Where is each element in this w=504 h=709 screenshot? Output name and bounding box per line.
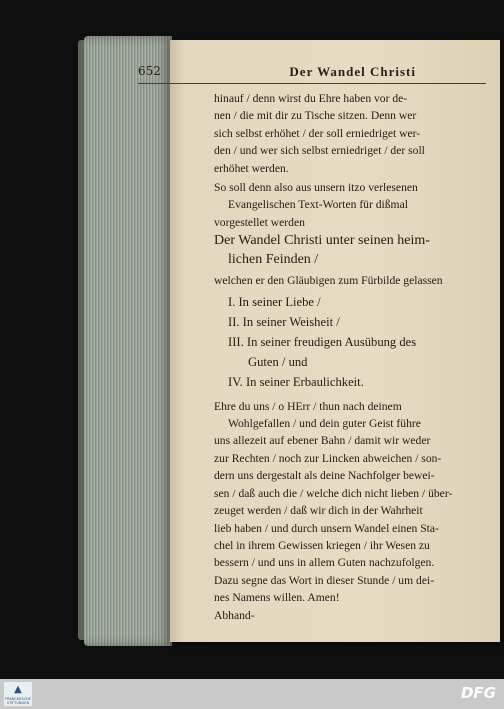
text-line: dern uns dergestalt als deine Nachfolger bewei- bbox=[214, 469, 435, 483]
text-line: uns allezeit auf ebener Bahn / damit wir weder bbox=[214, 434, 431, 448]
text-line: nes Namens willen. Amen! bbox=[214, 591, 340, 605]
orphanage-emblem-icon: ▲ bbox=[14, 684, 22, 695]
list-item: Guten / und bbox=[248, 354, 308, 369]
list-item: III. In seiner freudigen Ausübung des bbox=[228, 334, 417, 349]
text-line: Evangelischen Text-Worten für dißmal bbox=[228, 198, 408, 212]
sermon-theme-heading bbox=[214, 231, 488, 269]
paragraph-1 bbox=[214, 90, 488, 177]
text-line: sich selbst erhöhet / der soll erniedriget wer- bbox=[214, 126, 421, 140]
prayer-paragraph bbox=[214, 398, 488, 607]
text-line: Wohlgefallen / und dein guter Geist führe bbox=[228, 417, 421, 431]
running-head-title: Der Wandel Christi bbox=[289, 64, 416, 79]
heading-line: lichen Feinden / bbox=[228, 252, 319, 268]
text-line: hinauf / denn wirst du Ehre haben vor de- bbox=[214, 92, 408, 105]
sermon-parts-list bbox=[214, 292, 488, 392]
text-line: Dazu segne das Wort in dieser Stunde / um dei- bbox=[214, 573, 435, 587]
text-line: erhöhet werden. bbox=[214, 161, 289, 175]
viewer-footer-bar bbox=[0, 679, 504, 709]
running-header bbox=[138, 64, 486, 84]
catchword bbox=[214, 607, 488, 624]
theme-intro bbox=[214, 272, 488, 289]
text-line: welchen er den Gläubigen zum Fürbilde gelassen bbox=[214, 274, 443, 288]
list-item: I. In seiner Liebe / bbox=[228, 294, 321, 309]
library-logo-text: FRANCKESCHE STIFTUNGEN bbox=[5, 697, 31, 705]
text-line: lieb haben / und durch unsern Wandel einen Sta- bbox=[214, 521, 439, 535]
text-line: chel in ihrem Gewissen kriegen / ihr Wesen zu bbox=[214, 538, 430, 552]
list-item: IV. In seiner Erbaulichkeit. bbox=[228, 374, 364, 389]
text-line: Ehre du uns / o HErr / thun nach deinem bbox=[214, 399, 402, 413]
dfg-logo[interactable]: DFG bbox=[460, 684, 496, 702]
book-fore-edge bbox=[84, 36, 172, 646]
text-line: den / und wer sich selbst erniedriget / der soll bbox=[214, 144, 425, 158]
paragraph-2 bbox=[214, 179, 488, 231]
page-body bbox=[214, 90, 488, 624]
text-line: zur Rechten / noch zur Lincken abweichen / son- bbox=[214, 451, 442, 465]
text-line: So soll denn also aus unsern itzo verlesenen bbox=[214, 181, 418, 195]
text-line: sen / daß auch die / welche dich nicht lieben / über- bbox=[214, 486, 453, 500]
text-line: zeuget werden / daß wir dich in der Wahrheit bbox=[214, 504, 423, 518]
catchword-text: Abhand- bbox=[214, 608, 255, 622]
list-item: II. In seiner Weisheit / bbox=[228, 314, 340, 329]
text-line: vorgestellet werden bbox=[214, 215, 305, 229]
page-number: 652 bbox=[138, 64, 161, 78]
text-line: bessern / und uns in allem Guten nachzufolgen. bbox=[214, 556, 435, 570]
heading-line: Der Wandel Christi unter seinen heim- bbox=[214, 233, 430, 249]
text-line: nen / die mit dir zu Tische sitzen. Denn wer bbox=[214, 109, 417, 123]
